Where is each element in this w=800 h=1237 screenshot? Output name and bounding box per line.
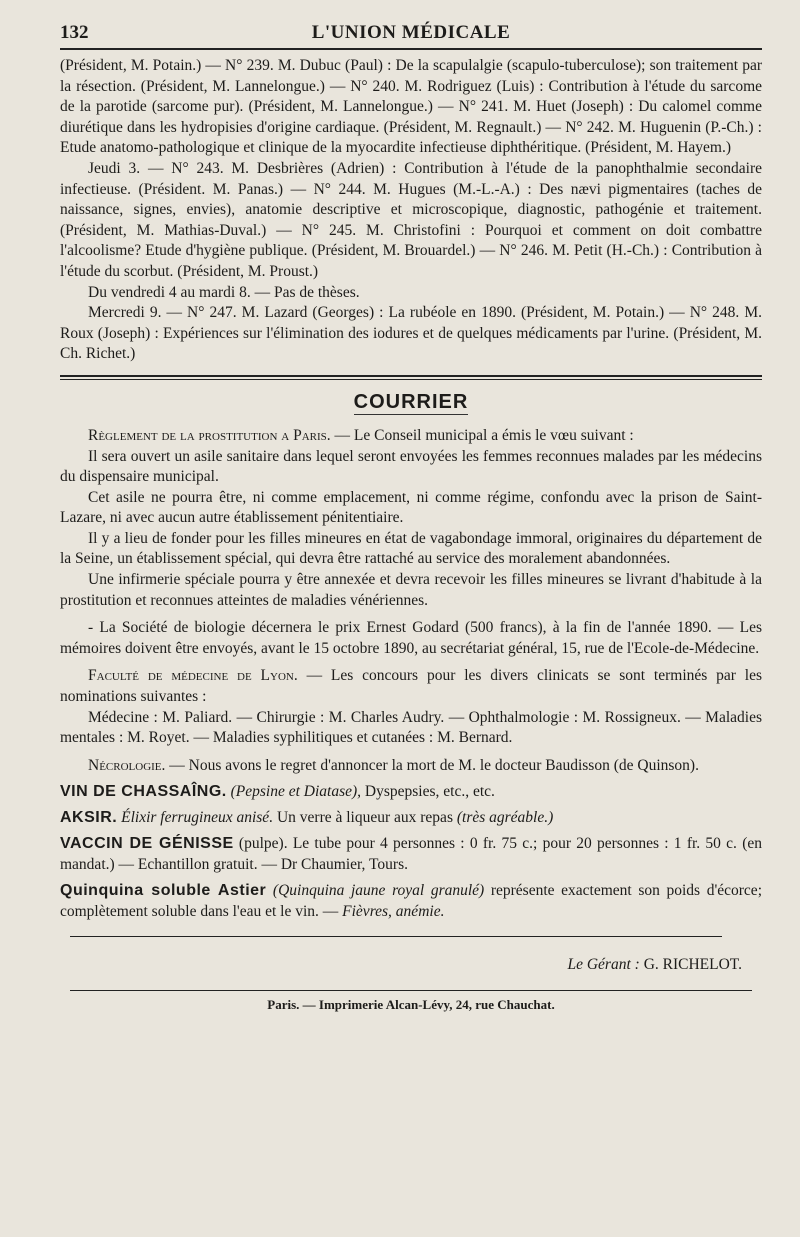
ad-italic: (Quinquina jaune royal granulé) [272,882,485,900]
theses-paragraph-4: Mercredi 9. — N° 247. M. Lazard (Georges) : La rubéole en 1890. (Président, M. Potain.) — N° 248. M. Roux (Joseph) : Expériences sur l'élimination des iodures et de quelques médicaments par l'urine. (Président, M. Ch. Richet.) [60,304,762,363]
nominations-paragraph: Médecine : M. Paliard. — Chirurgie : M. Charles Audry. — Ophthalmologie : M. Rossigneux. — Maladies mentales : M. Royet. — Maladies syphilitiques et cutanées : M. Bernard. [60,708,762,747]
theses-paragraph-3: Du vendredi 4 au mardi 8. — Pas de thèses. [88,283,360,301]
theses-paragraph-2: Jeudi 3. — N° 243. M. Desbrières (Adrien) : Contribution à l'étude de la panophthalmie secondaire infectieuse. (Président. M. Panas.) — N° 244. M. Hugues (M.-L.-A.) : Des nævi pigmentaires (taches de naissance, signes, envies), anatomie descriptive et microscopique, diagnostic, pathogénie et traitement. (Président, M. Mathias-Duval.) — N° 245. M. Christofini : Pourquoi et comment on doit combattre l'alcoolisme? Etude d'hygiène publique. (Président, M. Brouardel.) — N° 246. M. Petit (H.-Ch.) : Contribution à l'étude du scorbut. (Président, M. Proust.) [60,159,762,280]
page-header [60,18,762,50]
journal-title: L'UNION MÉDICALE [311,22,511,43]
gerant-label: Le Gérant : [567,956,640,974]
ad-text: représente exactement son poids d'écorce; complètement soluble dans l'eau et le vin. — [60,882,762,921]
ad-brand: VACCIN DE GÉNISSE [60,835,234,853]
necrologie-text: — Nous avons le regret d'annoncer la mort de M. le docteur Baudisson (de Quinson). [165,756,699,774]
ad-aksir [60,807,762,828]
biologie-paragraph: - La Société de biologie décernera le prix Ernest Godard (500 francs), à la fin de l'année 1890. — Les mémoires doivent être envoyés, avant le 15 octobre 1890, au secrétariat général, 15, rue de l'Ecole-de-Médecine. [60,619,762,657]
gerant-signature [60,955,742,976]
ad-quinquina-astier [60,880,762,922]
printer-line: Paris. — Imprimerie Alcan-Lévy, 24, rue Chauchat. [267,997,555,1012]
reglement-heading: Règlement de la prostitution a Paris. [88,426,331,444]
ad-vin-chassaing [60,781,762,802]
courrier-paragraph-3: Il y a lieu de fonder pour les filles mineures en état de vagabondage immoral, originaires du département de la Seine, un établissement spécial, qui devra être rattaché au service des moralement abandonnées. [60,529,762,568]
faculte-paragraph [60,666,762,707]
bottom-divider [70,990,752,991]
ad-brand: VIN DE CHASSAÎNG. [60,783,227,801]
courrier-paragraph-2: Cet asile ne pourra être, ni comme emplacement, ni comme régime, confondu avec la prison de Saint-Lazare, ni avec aucun autre établissement pénitentiaire. [60,488,762,527]
faculte-heading: Faculté de médecine de Lyon. [88,667,298,685]
ad-text: Un verre à liqueur aux repas [273,809,457,827]
reglement-paragraph [60,426,762,447]
ad-text: (pulpe). Le tube pour 4 personnes : 0 fr. 75 c.; pour 20 personnes : 1 fr. 50 c. (en mandat.) — Echantillon gratuit. — Dr Chaumier, Tours. [60,835,762,874]
ad-brand: AKSIR. [60,809,118,827]
theses-paragraph-1: (Président, M. Potain.) — N° 239. M. Dubuc (Paul) : De la scapulalgie (scapulo-tuberculose); son traitement par la résection. (Président, M. Lannelongue.) — N° 240. M. Rodriguez (Luis) : Contribution à l'étude du sarcome de la parotide (sarcome pur). (Président, M. Lannelongue.) — N° 241. M. Huet (Joseph) : Du calomel comme diurétique dans les hydropisies d'origine cardiaque. (Président, M. Regnault.) — N° 242. M. Huguenin (P.-Ch.) : Etude anatomo-pathologique et clinique de la myocardite infectieuse diphthéritique. (Président, M. Hayem.) [60,57,762,157]
courrier-paragraph-1: Il sera ouvert un asile sanitaire dans lequel seront envoyées les femmes reconnues malades par les médecins du dispensaire municipal. [60,447,762,486]
gerant-name: G. RICHELOT. [643,956,742,974]
courrier-heading: COURRIER [353,390,469,413]
faculte-text: — Les concours pour les divers clinicats se sont terminés par les nominations suivantes : [60,667,762,706]
ad-brand: Quinquina soluble Astier [60,882,267,900]
page-number: 132 [60,22,89,43]
section-title [60,392,762,418]
ad-text: Dyspepsies, etc., etc. [361,783,495,801]
ad-italic-2: Fièvres, anémie. [342,903,445,921]
reglement-text: — Le Conseil municipal a émis le vœu suivant : [330,426,634,444]
ad-italic: (Pepsine et Diatase), [230,783,362,801]
section-divider [60,375,762,380]
ad-vaccin-genisse [60,833,762,875]
courrier-paragraph-4: Une infirmerie spéciale pourra y être annexée et devra recevoir les filles mineures se livrant d'habitude à la prostitution et reconnues atteintes de maladies vénériennes. [60,571,762,609]
necrologie-paragraph [60,756,762,777]
necrologie-heading: Nécrologie. [88,756,166,774]
footer-divider [70,936,722,937]
article-body [60,56,762,1016]
ad-italic-2: (très agréable.) [456,809,554,827]
ad-italic: Élixir ferrugineux anisé. [121,809,274,827]
